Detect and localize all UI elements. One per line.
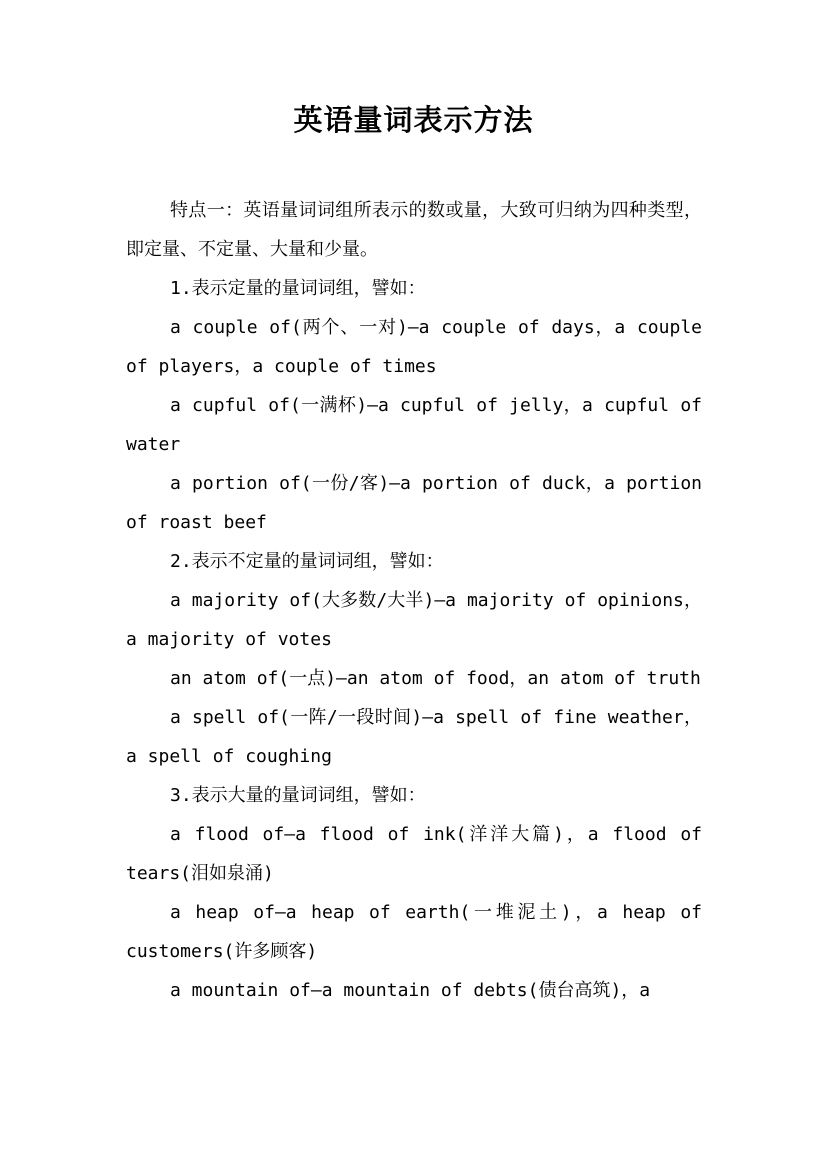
paragraph-example: a cupful of(一满杯)—a cupful of jelly，a cupful of water bbox=[126, 395, 702, 455]
section-heading-definite: 1.表示定量的量词词组，譬如： bbox=[170, 278, 426, 299]
page-title: 英语量词表示方法 bbox=[293, 103, 534, 137]
paragraph-example: a heap of—a heap of earth(一堆泥土)，a heap of customers(许多顾客) bbox=[126, 902, 702, 962]
paragraph-example: a majority of(大多数/大半)—a majority of opinions，a majority of votes bbox=[126, 590, 702, 650]
section-heading-large: 3.表示大量的量词词组，譬如： bbox=[170, 785, 426, 806]
paragraph-example: a couple of(两个、一对)—a couple of days，a couple of players，a couple of times bbox=[126, 317, 702, 377]
paragraph-intro: 特点一：英语量词词组所表示的数或量，大致可归纳为四种类型，即定量、不定量、大量和少量。 bbox=[126, 200, 702, 260]
document-body bbox=[126, 191, 702, 1010]
paragraph-example: an atom of(一点)—an atom of food，an atom of truth bbox=[170, 668, 701, 689]
paragraph-example: a mountain of—a mountain of debts(债台高筑)，a bbox=[170, 980, 651, 1001]
paragraph-example: a spell of(一阵/一段时间)—a spell of fine weather，a spell of coughing bbox=[126, 707, 702, 767]
paragraph-example: a flood of—a flood of ink(洋洋大篇)，a flood of tears(泪如泉涌) bbox=[126, 824, 702, 884]
section-heading-indefinite: 2.表示不定量的量词词组，譬如： bbox=[170, 551, 444, 572]
paragraph-example: a portion of(一份/客)—a portion of duck，a portion of roast beef bbox=[126, 473, 702, 533]
